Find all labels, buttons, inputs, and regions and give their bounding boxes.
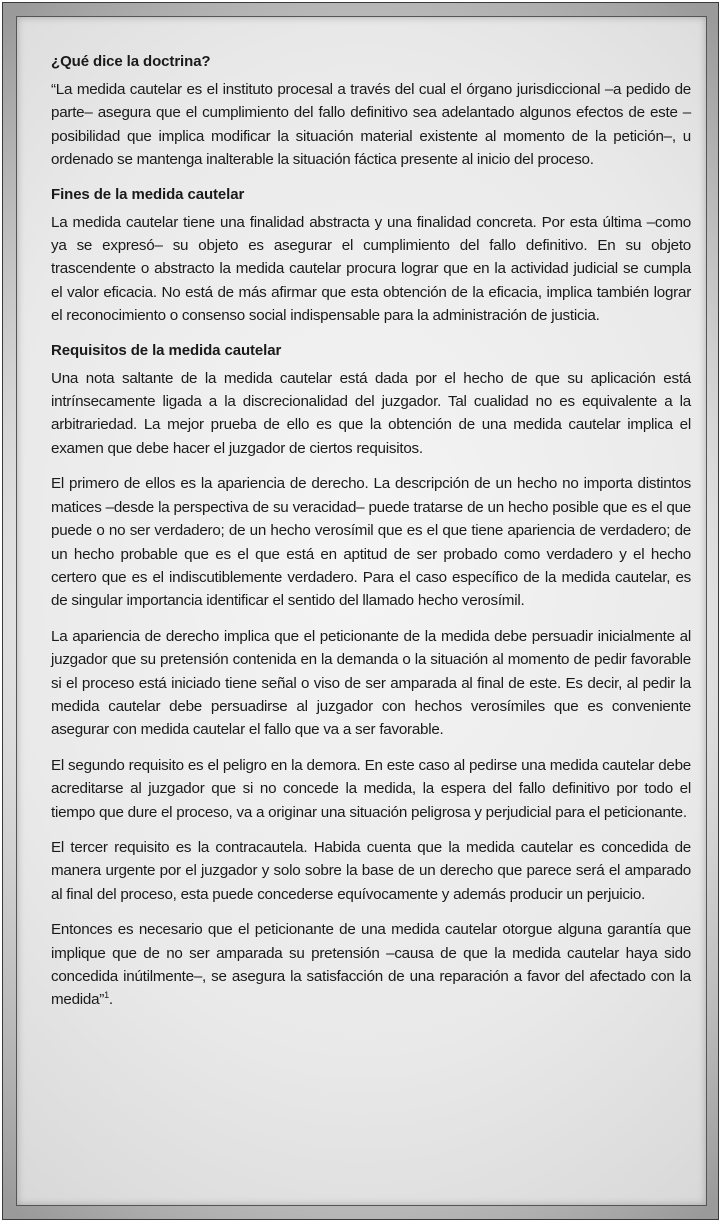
paragraph: “La medida cautelar es el instituto procesal a través del cual el órgano jurisdiccional –a pedido de parte– asegura que el cumplimiento del fallo definitivo sea adelantado algunos efectos de este –posibilidad que implica modificar la situación material existente al momento de la petición–, u ordenado se mantenga inalterable la situación fáctica presente al inicio del proceso. bbox=[51, 81, 691, 169]
paragraph: El primero de ellos es la apariencia de derecho. La descripción de un hecho no importa distintos matices –desde la perspectiva de su veracidad– puede tratarse de un hecho posible que es el que puede o no ser verdadero; de un hecho verosímil que es el que tiene apariencia de verdadero; de un hecho probable que es el que está en aptitud de ser probado como verdadero y el hecho certero que es el indiscutiblemente verdadero. Para el caso específico de la medida cautelar, es de singular importancia identificar el sentido del llamado hecho verosímil. bbox=[51, 475, 691, 610]
document-body bbox=[51, 51, 691, 1024]
section-heading-doctrina: ¿Qué dice la doctrina? bbox=[51, 53, 211, 70]
page-frame bbox=[2, 2, 719, 1220]
paragraph: El tercer requisito es la contracautela. Habida cuenta que la medida cautelar es concedida de manera urgente por el juzgador y solo sobre la base de un derecho que parece será el amparado al final del proceso, esta puede concederse equívocamente y además producir un perjuicio. bbox=[51, 838, 691, 903]
paragraph-last bbox=[51, 918, 691, 1012]
closing-period: . bbox=[108, 991, 113, 1009]
paragraph-text: Entonces es necesario que el peticionante de una medida cautelar otorgue alguna garantía que implique que de no ser amparada su pretensión –causa de que la medida cautelar haya sido concedida inútilmente–, se asegura la satisfacción de una reparación a favor del afectado con la medida” bbox=[51, 921, 691, 1009]
section-fines bbox=[51, 184, 691, 328]
section-requisitos bbox=[51, 340, 691, 1012]
paragraph: El segundo requisito es el peligro en la demora. En este caso al pedirse una medida cautelar debe acreditarse al juzgador que si no concede la medida, la espera del fallo definitivo por todo el tiempo que dure el proceso, va a originar una situación peligrosa y perjudicial para el peticionante. bbox=[51, 756, 691, 821]
section-doctrina bbox=[51, 51, 691, 172]
footnote-marker: 1 bbox=[104, 990, 109, 1001]
text-box bbox=[16, 16, 707, 1206]
section-heading-fines: Fines de la medida cautelar bbox=[51, 185, 245, 203]
paragraph: La apariencia de derecho implica que el peticionante de la medida debe persuadir inicialmente al juzgador que su pretensión contenida en la demanda o la situación al momento de pedir favorable si el proceso está iniciado tiene señal o viso de ser amparada al final de este. Es decir, al pedir la medida cautelar debe persuadirse al juzgador con hechos verosímiles que es conveniente asegurar con medida cautelar el fallo que va a ser favorable. bbox=[51, 627, 691, 739]
section-heading-requisitos: Requisitos de la medida cautelar bbox=[51, 341, 282, 359]
paragraph: La medida cautelar tiene una finalidad abstracta y una finalidad concreta. Por esta última –como ya se expresó– su objeto es asegurar el cumplimiento del fallo definitivo. En su objeto trascendente o abstracto la medida cautelar procura lograr que en la actividad judicial se cumpla el valor eficacia. No está de más afirmar que esta obtención de la eficacia, implica también lograr el reconocimiento o consenso social indispensable para la administración de justicia. bbox=[51, 213, 691, 325]
paragraph: Una nota saltante de la medida cautelar está dada por el hecho de que su aplicación está intrínsecamente ligada a la discrecionalidad del juzgador. Tal cualidad no es equivalente a la arbitrariedad. La mejor prueba de ello es que la obtención de una medida cautelar implica el examen que debe hacer el juzgador de ciertos requisitos. bbox=[51, 369, 691, 457]
